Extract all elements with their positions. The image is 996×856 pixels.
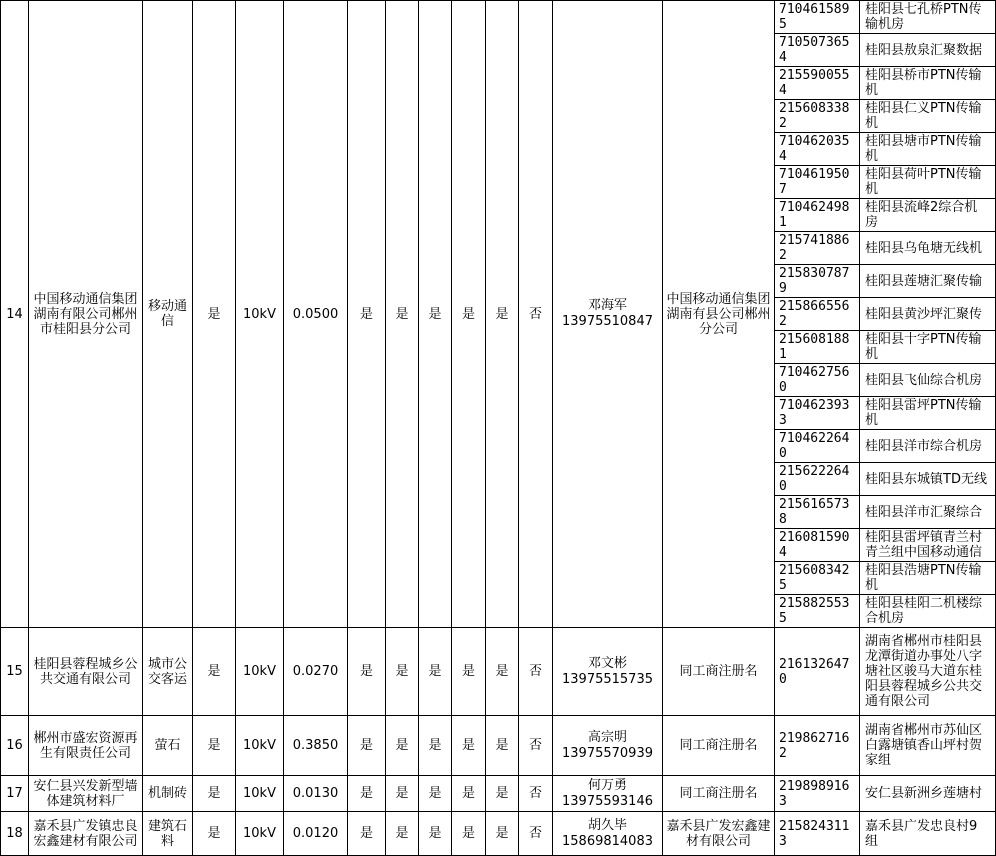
cell-meter-address: 嘉禾县广发忠良村9组 (860, 812, 996, 856)
cell-meter-number: 7104627560 (775, 364, 860, 397)
cell-check-no: 否 (519, 628, 553, 716)
cell-approved-flag: 是 (193, 776, 236, 812)
cell-meter-number: 2160815904 (775, 529, 860, 562)
table-row (1, 812, 996, 856)
table-row (1, 776, 996, 812)
cell-meter-address: 湖南省郴州市桂阳县龙潭街道办事处八字塘社区骏马大道东桂阳县蓉程城乡公共交通有限公司 (860, 628, 996, 716)
cell-registered-name: 同工商注册名 (663, 628, 775, 716)
cell-check-2: 是 (386, 628, 419, 716)
cell-meter-address: 桂阳县飞仙综合机房 (860, 364, 996, 397)
cell-meter-address: 桂阳县桂阳二机楼综合机房 (860, 595, 996, 628)
cell-company-name: 嘉禾县广发镇忠良宏鑫建材有限公司 (29, 812, 143, 856)
cell-meter-address: 安仁县新洲乡莲塘村 (860, 776, 996, 812)
contact-phone: 13975515735 (562, 671, 653, 687)
cell-meter-number: 7104623933 (775, 397, 860, 430)
cell-industry: 移动通信 (143, 1, 193, 628)
cell-meter-address: 桂阳县乌龟塘无线机 (860, 232, 996, 265)
cell-meter-number: 2156083382 (775, 100, 860, 133)
contact-name: 邓文彬 (587, 655, 627, 671)
cell-contact (553, 812, 663, 856)
cell-check-2: 是 (386, 812, 419, 856)
cell-voltage: 10kV (236, 628, 284, 716)
cell-seq: 14 (1, 1, 29, 628)
cell-meter-address: 桂阳县七孔桥PTN传输机房 (860, 1, 996, 34)
cell-check-3: 是 (419, 812, 452, 856)
cell-meter-address: 桂阳县敖泉汇聚数据 (860, 34, 996, 67)
cell-meter-number: 2158665562 (775, 298, 860, 331)
contact-name: 邓海军 (587, 298, 627, 313)
contact-phone: 15869814083 (562, 833, 653, 849)
cell-check-5: 是 (486, 812, 519, 856)
cell-meter-address: 桂阳县荷叶PTN传输机 (860, 166, 996, 199)
cell-check-no: 否 (519, 1, 553, 628)
cell-meter-address: 桂阳县桥市PTN传输机 (860, 67, 996, 100)
cell-check-1: 是 (348, 1, 386, 628)
cell-approved-flag: 是 (193, 628, 236, 716)
cell-approved-flag: 是 (193, 716, 236, 776)
cell-company-name: 中国移动通信集团湖南有限公司郴州市桂阳县分公司 (29, 1, 143, 628)
cell-meter-address: 桂阳县十字PTN传输机 (860, 331, 996, 364)
cell-registered-name: 中国移动通信集团湖南有县公司郴州分公司 (663, 1, 775, 628)
cell-meter-address: 桂阳县黄沙坪汇聚传 (860, 298, 996, 331)
cell-check-2: 是 (386, 776, 419, 812)
cell-seq: 18 (1, 812, 29, 856)
contact-name: 胡久毕 (587, 817, 627, 833)
cell-check-3: 是 (419, 1, 452, 628)
cell-meter-number: 7105073654 (775, 34, 860, 67)
cell-meter-address: 桂阳县洋市汇聚综合 (860, 496, 996, 529)
cell-check-4: 是 (452, 812, 486, 856)
cell-meter-number: 7104619507 (775, 166, 860, 199)
cell-meter-number: 2156083425 (775, 562, 860, 595)
cell-industry: 萤石 (143, 716, 193, 776)
cell-contact (553, 716, 663, 776)
cell-company-name: 桂阳县蓉程城乡公共交通有限公司 (29, 628, 143, 716)
cell-meter-address: 桂阳县东城镇TD无线 (860, 463, 996, 496)
cell-meter-number: 2158307879 (775, 265, 860, 298)
table-row (1, 716, 996, 776)
cell-price: 0.0500 (284, 1, 348, 628)
cell-seq: 16 (1, 716, 29, 776)
contact-phone: 13975593146 (562, 793, 653, 809)
cell-check-4: 是 (452, 1, 486, 628)
cell-check-1: 是 (348, 776, 386, 812)
cell-industry: 城市公交客运 (143, 628, 193, 716)
contact-name: 高宗明 (587, 729, 627, 745)
cell-check-3: 是 (419, 628, 452, 716)
cell-check-4: 是 (452, 628, 486, 716)
cell-meter-number: 2156081881 (775, 331, 860, 364)
cell-meter-number: 7104624981 (775, 199, 860, 232)
cell-meter-number: 2161326470 (775, 628, 860, 716)
cell-registered-name: 同工商注册名 (663, 776, 775, 812)
cell-seq: 15 (1, 628, 29, 716)
cell-check-no: 否 (519, 716, 553, 776)
cell-meter-number: 7104615895 (775, 1, 860, 34)
cell-meter-number: 2158243113 (775, 812, 860, 856)
cell-meter-number: 7104622640 (775, 430, 860, 463)
cell-price: 0.0130 (284, 776, 348, 812)
cell-meter-number: 2156222640 (775, 463, 860, 496)
cell-voltage: 10kV (236, 716, 284, 776)
cell-meter-address: 湖南省郴州市苏仙区白露塘镇香山坪村贺家组 (860, 716, 996, 776)
cell-voltage: 10kV (236, 1, 284, 628)
cell-approved-flag: 是 (193, 812, 236, 856)
contact-phone: 13975510847 (562, 314, 653, 329)
cell-meter-address: 桂阳县塘市PTN传输机 (860, 133, 996, 166)
cell-meter-number: 2155900554 (775, 67, 860, 100)
cell-check-4: 是 (452, 776, 486, 812)
cell-meter-address: 桂阳县流峰2综合机房 (860, 199, 996, 232)
cell-check-2: 是 (386, 716, 419, 776)
cell-check-5: 是 (486, 1, 519, 628)
cell-industry: 机制砖 (143, 776, 193, 812)
cell-check-2: 是 (386, 1, 419, 628)
cell-industry: 建筑石料 (143, 812, 193, 856)
cell-meter-address: 桂阳县莲塘汇聚传输 (860, 265, 996, 298)
cell-meter-number: 2156165738 (775, 496, 860, 529)
cell-check-5: 是 (486, 628, 519, 716)
cell-check-3: 是 (419, 776, 452, 812)
table-row (1, 1, 996, 34)
cell-company-name: 郴州市盛宏资源再生有限责任公司 (29, 716, 143, 776)
cell-registered-name: 同工商注册名 (663, 716, 775, 776)
cell-contact (553, 1, 663, 628)
cell-meter-number: 2158825535 (775, 595, 860, 628)
cell-meter-number: 2198989163 (775, 776, 860, 812)
cell-meter-number: 2157418862 (775, 232, 860, 265)
cell-contact (553, 776, 663, 812)
cell-meter-address: 桂阳县浩塘PTN传输机 (860, 562, 996, 595)
cell-approved-flag: 是 (193, 1, 236, 628)
contact-name: 何万勇 (587, 777, 627, 793)
cell-meter-number: 2198627162 (775, 716, 860, 776)
cell-check-5: 是 (486, 716, 519, 776)
table-row (1, 628, 996, 716)
cell-check-no: 否 (519, 812, 553, 856)
cell-company-name: 安仁县兴发新型墙体建筑材料厂 (29, 776, 143, 812)
cell-meter-address: 桂阳县洋市综合机房 (860, 430, 996, 463)
cell-meter-address: 桂阳县雷坪PTN传输机 (860, 397, 996, 430)
cell-voltage: 10kV (236, 776, 284, 812)
cell-registered-name: 嘉禾县广发宏鑫建材有限公司 (663, 812, 775, 856)
cell-seq: 17 (1, 776, 29, 812)
cell-check-no: 否 (519, 776, 553, 812)
cell-check-1: 是 (348, 812, 386, 856)
cell-check-4: 是 (452, 716, 486, 776)
cell-meter-address: 桂阳县仁义PTN传输机 (860, 100, 996, 133)
cell-check-1: 是 (348, 628, 386, 716)
cell-check-5: 是 (486, 776, 519, 812)
cell-check-3: 是 (419, 716, 452, 776)
cell-price: 0.0270 (284, 628, 348, 716)
cell-meter-address: 桂阳县雷坪镇青兰村青兰组中国移动通信 (860, 529, 996, 562)
cell-voltage: 10kV (236, 812, 284, 856)
cell-price: 0.0120 (284, 812, 348, 856)
cell-contact (553, 628, 663, 716)
contact-phone: 13975570939 (562, 745, 653, 761)
cell-check-1: 是 (348, 716, 386, 776)
cell-meter-number: 7104620354 (775, 133, 860, 166)
cell-price: 0.3850 (284, 716, 348, 776)
